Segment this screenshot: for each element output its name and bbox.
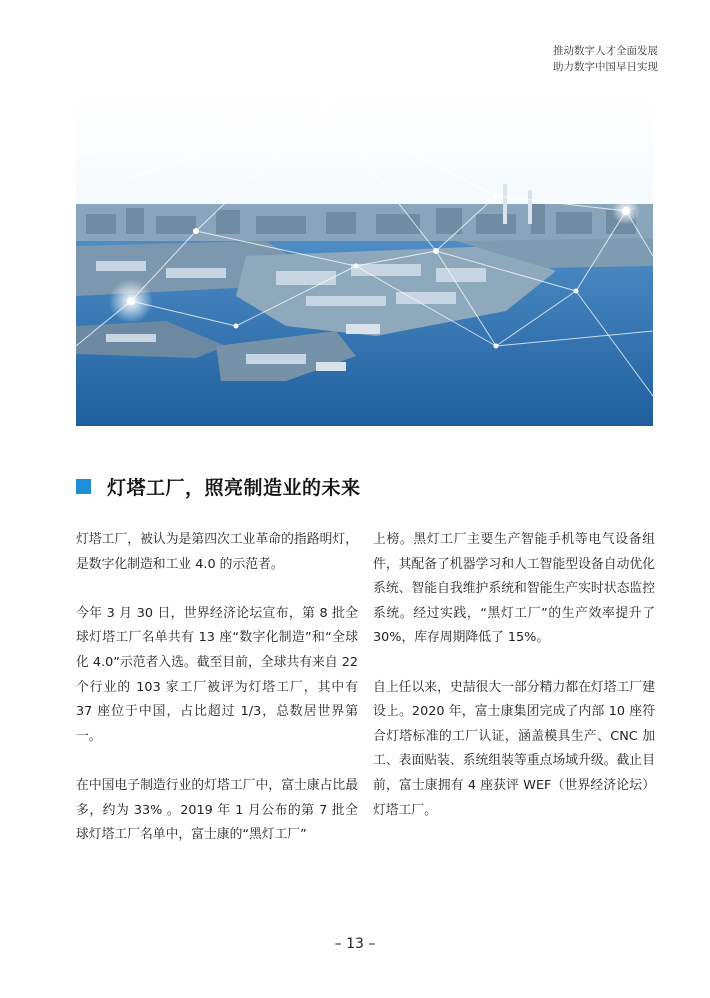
left-column (76, 528, 358, 872)
page-number: – 13 – (334, 936, 376, 952)
section-title-text: 灯塔工厂，照亮制造业的未来 (107, 476, 361, 499)
header-line-1: 推动数字人才全面发展 (553, 45, 658, 57)
section-heading (76, 472, 361, 500)
left-paragraph-1: 灯塔工厂，被认为是第四次工业革命的指路明灯，是数字化制造和工业 4.0 的示范者。 (76, 532, 358, 572)
harbor-network-illustration (76, 96, 653, 426)
running-header (358, 43, 658, 75)
right-column (373, 528, 655, 848)
hero-image (76, 96, 653, 426)
right-paragraph-1: 上榜。黑灯工厂主要生产智能手机等电气设备组件，其配备了机器学习和人工智能型设备自动优化系统、智能自我维护系统和智能生产实时状态监控系统。经过实践，“黑灯工厂”的生产效率提升了 30%，库存周期降低了 15%。 (373, 532, 655, 646)
header-line-2: 助力数字中国早日实现 (553, 61, 658, 73)
right-paragraph-2: 自上任以来，史喆很大一部分精力都在灯塔工厂建设上。2020 年，富士康集团完成了内部 10 座符合灯塔标准的工厂认证，涵盖模具生产、CNC 加工、表面贴装、系统组装等重点场域升级。截止目前，富士康拥有 4 座获评 WEF（世界经济论坛）灯塔工厂。 (373, 679, 655, 818)
section-marker-icon (76, 479, 91, 494)
left-paragraph-3: 在中国电子制造行业的灯塔工厂中，富士康占比最多，约为 33% 。2019 年 1 月公布的第 7 批全球灯塔工厂名单中，富士康的“黑灯工厂” (76, 777, 358, 843)
left-paragraph-2: 今年 3 月 30 日，世界经济论坛宣布，第 8 批全球灯塔工厂名单共有 13 座“数字化制造”和“全球化 4.0”示范者入选。截至目前，全球共有来自 22 个行业的 103 家工厂被评为灯塔工厂，其中有 37 座位于中国，占比超过 1/3，总数居世界第一。 (76, 605, 358, 744)
